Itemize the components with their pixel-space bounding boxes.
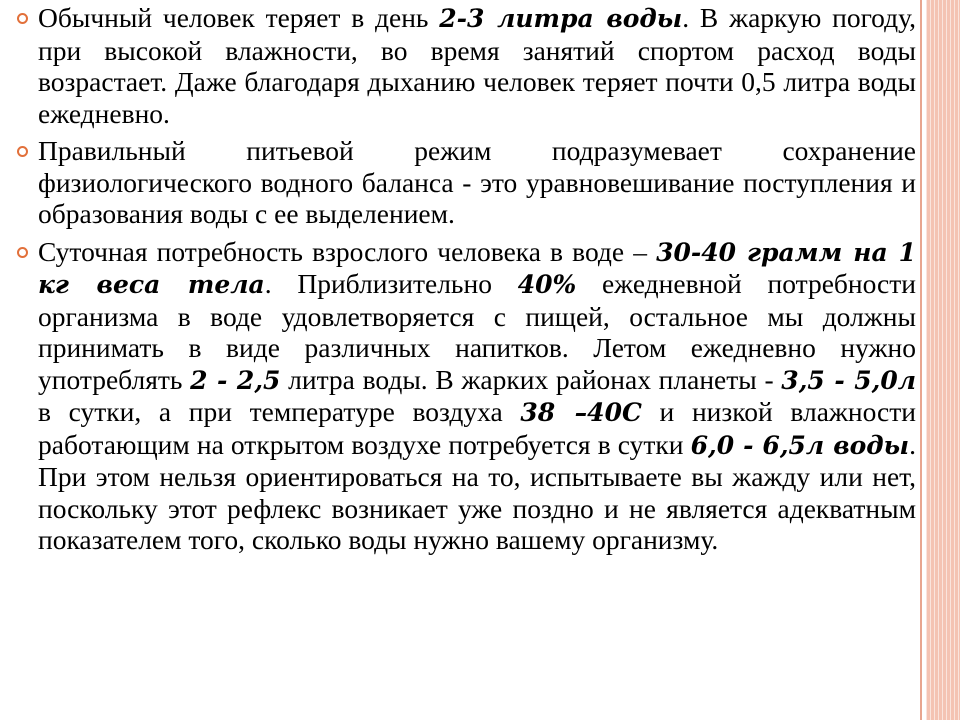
paragraph-3-highlight-5: 38 –40С bbox=[520, 398, 642, 427]
bullet-paragraph-3 bbox=[16, 236, 916, 556]
paragraph-3-highlight-2: 40% bbox=[517, 270, 577, 299]
paragraph-3-segment-11: и низкой влажности работающим на открытом воздухе потребуется в сутки bbox=[38, 396, 916, 460]
paragraph-3-segment-1: Суточная потребность взрослого человека в воде – bbox=[38, 235, 657, 267]
paragraph-1-segment-3: . В жаркую погоду, при высокой влажности, во время занятий спортом расход воды возрастает. Даже благодаря дыханию человек теряет почти 0,5 литра воды ежедневно. bbox=[38, 2, 916, 129]
paragraph-3-highlight-1: 30-40 грамм на 1 кг веса тела bbox=[38, 237, 916, 299]
slide-divider-line bbox=[920, 0, 922, 720]
paragraph-1-highlight-1: 2-3 литра воды bbox=[439, 4, 683, 33]
paragraph-3-highlight-6: 6,0 - 6,5л воды bbox=[690, 430, 910, 460]
paragraph-3-segment-7: литра воды. В жарких районах планеты - bbox=[280, 363, 782, 395]
paragraph-3-segment-5: ежедневной потребности организма в воде удовлетворяется с пищей, остальное мы должны принимать в виде различных напитков. Летом ежедневно нужно употреблять bbox=[38, 268, 916, 395]
bullet-circle-icon bbox=[17, 13, 28, 24]
paragraph-3-highlight-4: 3,5 - 5,0л bbox=[781, 365, 917, 395]
paragraph-3-segment-3: . Приблизительно bbox=[264, 268, 518, 299]
paragraph-2-segment-1: Правильный питьевой режим подразумевает сохранение физиологического водного баланса - это уравновешивание поступления и образования воды с ее выделением. bbox=[38, 135, 916, 229]
bullet-paragraph-2 bbox=[16, 135, 916, 230]
bullet-paragraph-1 bbox=[16, 2, 916, 129]
slide-body-text bbox=[16, 2, 916, 556]
bullet-circle-icon bbox=[17, 247, 28, 258]
paragraph-1-segment-1: Обычный человек теряет в день bbox=[38, 2, 440, 33]
bullet-circle-icon bbox=[17, 146, 28, 157]
decorative-side-band bbox=[926, 0, 960, 720]
paragraph-3-highlight-3: 2 - 2,5 bbox=[190, 365, 281, 395]
paragraph-3-segment-13: . При этом нельзя ориентироваться на то, испытываете вы жажду или нет, поскольку этот рефлекс возникает уже поздно и не является адекватным показателем того, сколько воды нужно вашему организму. bbox=[38, 428, 916, 555]
paragraph-3-segment-9: в сутки, а при температуре воздуха bbox=[38, 396, 521, 427]
